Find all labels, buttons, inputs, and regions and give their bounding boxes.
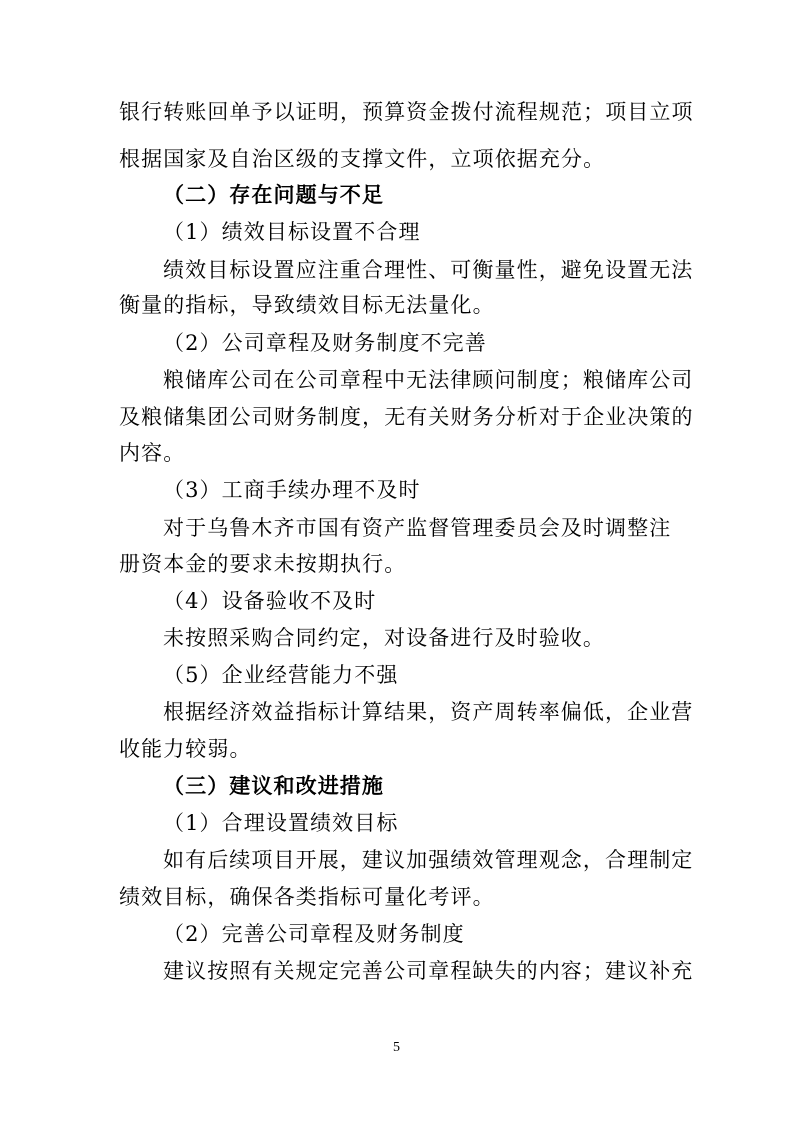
subheading-2: （2）公司章程及财务制度不完善 <box>163 331 487 355</box>
subheading-5: （5）企业经营能力不强 <box>163 663 399 687</box>
body-text-line: 内容。 <box>119 441 186 465</box>
body-text-line: 收能力较弱。 <box>119 737 252 761</box>
subheading-1: （1）合理设置绩效目标 <box>163 811 399 835</box>
body-text-line: 根据经济效益指标计算结果，资产周转率偏低，企业营 <box>163 700 694 724</box>
body-text-line: 绩效目标，确保各类指标可量化考评。 <box>119 885 495 909</box>
subheading-3: （3）工商手续办理不及时 <box>163 478 421 502</box>
body-text-line: 粮储库公司在公司章程中无法律顾问制度；粮储库公司 <box>163 368 694 392</box>
body-text-line: 根据国家及自治区级的支撑文件，立项依据充分。 <box>119 147 606 171</box>
body-text-line: 及粮储集团公司财务制度，无有关财务分析对于企业决策的 <box>119 405 694 429</box>
page-number: 5 <box>393 1040 400 1055</box>
body-text-line: 如有后续项目开展，建议加强绩效管理观念，合理制定 <box>163 848 694 872</box>
section-heading-problems: （二）存在问题与不足 <box>163 183 384 207</box>
body-text-line: 绩效目标设置应注重合理性、可衡量性，避免设置无法 <box>163 258 694 282</box>
subheading-1: （1）绩效目标设置不合理 <box>163 220 421 244</box>
subheading-2: （2）完善公司章程及财务制度 <box>163 922 465 946</box>
body-text-line: 建议按照有关规定完善公司章程缺失的内容；建议补充 <box>163 959 694 983</box>
section-heading-recommendations: （三）建议和改进措施 <box>163 774 384 798</box>
body-text-line: 未按照采购合同约定，对设备进行及时验收。 <box>163 626 605 650</box>
body-text-line: 对于乌鲁木齐市国有资产监督管理委员会及时调整注 <box>163 516 672 540</box>
body-text-line: 册资本金的要求未按期执行。 <box>119 552 407 576</box>
subheading-4: （4）设备验收不及时 <box>163 589 377 613</box>
body-text-line: 衡量的指标，导致绩效目标无法量化。 <box>119 293 495 317</box>
body-text-line: 银行转账回单予以证明，预算资金拨付流程规范；项目立项 <box>119 100 694 124</box>
